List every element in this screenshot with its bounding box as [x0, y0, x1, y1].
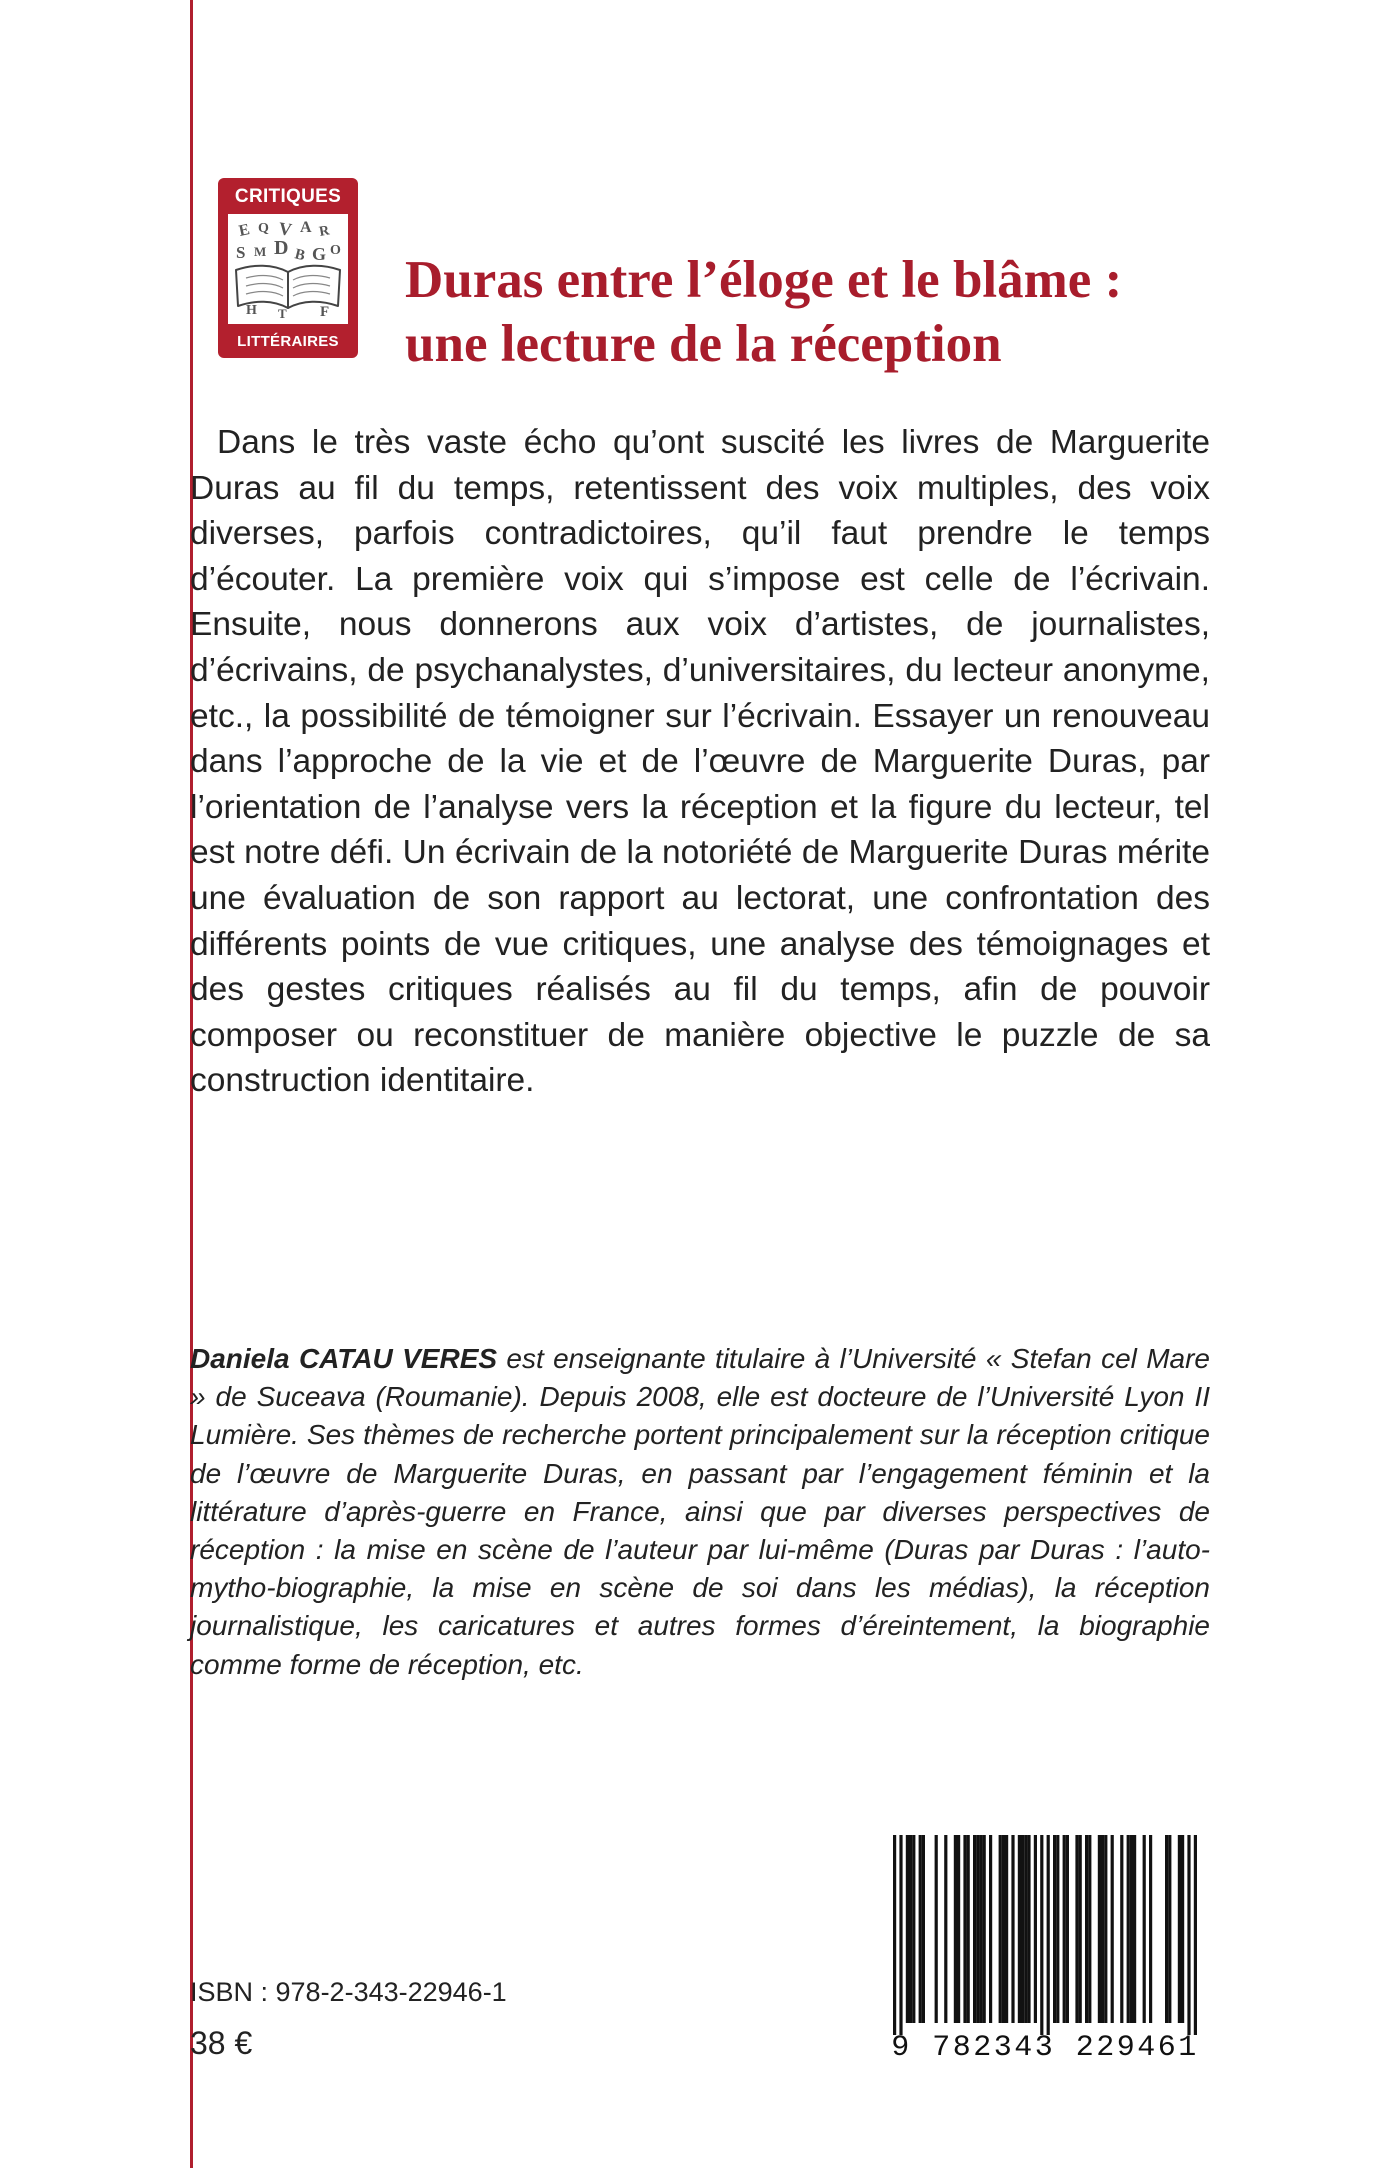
barcode-bar: [1079, 1835, 1082, 2023]
barcode-bar: [1127, 1835, 1130, 2023]
svg-text:R: R: [318, 223, 331, 240]
barcode-bar: [1143, 1835, 1146, 2023]
barcode-bar: [1181, 1835, 1184, 2023]
barcode-bar: [1063, 1835, 1066, 2023]
title-line-1: Duras entre l’éloge et le blâme :: [405, 251, 1123, 309]
title-line-2: une lecture de la réception: [405, 315, 1002, 373]
logo-top-label: CRITIQUES: [234, 186, 342, 207]
barcode-bar: [1149, 1835, 1152, 2023]
barcode-bar: [1002, 1835, 1005, 2023]
barcode-bar: [957, 1835, 960, 2023]
barcode-bar: [1034, 1835, 1037, 2023]
barcode-bar: [1168, 1835, 1171, 2023]
svg-text:Q: Q: [258, 221, 269, 236]
barcode-bar: [1047, 1835, 1050, 2035]
barcode-bar: [976, 1835, 979, 2023]
barcode-bar: [1133, 1835, 1136, 2023]
svg-text:G: G: [312, 244, 327, 264]
barcode-bar: [1088, 1835, 1091, 2023]
author-biography: [190, 1340, 1210, 1684]
barcode-bar: [919, 1835, 922, 2023]
barcode-bar: [989, 1835, 992, 2023]
barcode-bar: [1120, 1835, 1123, 2023]
svg-text:B: B: [293, 246, 307, 265]
svg-text:V: V: [277, 218, 294, 240]
barcode-bar: [944, 1835, 947, 2023]
isbn: ISBN : 978-2-343-22946-1: [190, 1977, 507, 2007]
barcode-bar: [973, 1835, 976, 2023]
barcode-bar: [967, 1835, 970, 2023]
barcode-bar: [1024, 1835, 1027, 2023]
barcode-bar: [1053, 1835, 1056, 2023]
barcode-bar: [1098, 1835, 1101, 2023]
svg-text:D: D: [274, 237, 289, 259]
svg-text:F: F: [320, 304, 330, 320]
barcode-bar: [893, 1835, 896, 2035]
barcode-bar: [1187, 1835, 1190, 2035]
svg-text:T: T: [278, 306, 287, 321]
barcode-bar: [1104, 1835, 1107, 2023]
barcode-bar: [935, 1835, 938, 2023]
svg-text:O: O: [330, 243, 341, 258]
author-name: Daniela CATAU VERES: [190, 1343, 498, 1374]
barcode-bar: [983, 1835, 986, 2023]
barcode-bar: [1011, 1835, 1014, 2023]
barcode-bar: [1040, 1835, 1043, 2035]
barcode-bar: [1165, 1835, 1168, 2023]
barcode-digits: 9 782343 229461: [891, 2031, 1199, 2065]
barcode-bar: [909, 1835, 912, 2023]
book-title: [405, 248, 1305, 376]
barcode-bar: [1056, 1835, 1059, 2023]
summary-paragraph: Dans le très vaste écho qu’ont suscité les livres de Marguerite Duras au fil du temps, retentissent des voix multiples, des voix diverses, parfois contradictoires, qu’il faut prendre le temps d’écouter. La première voix qui s’impose est celle de l’écrivain. Ensuite, nous donnerons aux voix d’artistes, de journalistes, d’écrivains, de psychanalystes, d’universitaires, du lecteur anonyme, etc., la possibilité de témoigner sur l’écrivain. Essayer un renouveau dans l’approche de la vie et de l’œuvre de Marguerite Duras, par l’orientation de l’analyse vers la réception et la figure du lecteur, tel est notre défi. Un écrivain de la notoriété de Marguerite Duras mérite une évaluation de son rapport au lectorat, une confrontation des différents points de vue critiques, une analyse des témoignages et des gestes critiques réalisés au fil du temps, afin de pouvoir composer ou reconstituer de manière objective le puzzle de sa construction identitaire.: [190, 424, 1210, 1100]
barcode-bar: [979, 1835, 982, 2023]
barcode-bar: [1018, 1835, 1021, 2023]
barcode-bar: [1066, 1835, 1069, 2023]
author-bio-text: est enseignante titulaire à l’Université « Stefan cel Mare » de Suceava (Roumanie). Depuis 2008, elle est docteure de l’Université Lyon II Lumière. Ses thèmes de recherche portent principalement sur la réception critique de l’œuvre de Marguerite Duras, en passant par l’engagement féminin et la littérature d’après-guerre en France, ainsi que par diverses perspectives de réception : la mise en scène de l’auteur par lui-même (Duras par Duras : l’auto-mytho-biographie, la mise en scène de soi dans les médias), la réception journalistique, les caricatures et autres formes d’éreintement, la biographie comme forme de réception, etc.: [190, 1343, 1210, 1680]
price: 38 €: [190, 2025, 253, 2061]
barcode-bar: [1178, 1835, 1181, 2023]
barcode-bar: [906, 1835, 909, 2023]
collection-logo: [218, 178, 358, 358]
barcode-bar: [999, 1835, 1002, 2023]
barcode-bar: [963, 1835, 966, 2023]
barcode-bar: [1130, 1835, 1133, 2023]
barcode-bar: [1194, 1835, 1197, 2035]
svg-text:S: S: [236, 243, 246, 262]
barcode-bar: [954, 1835, 957, 2023]
barcode-bar: [1027, 1835, 1030, 2023]
svg-text:H: H: [246, 303, 257, 318]
svg-text:E: E: [237, 221, 252, 240]
barcode-bar: [1075, 1835, 1078, 2023]
svg-text:A: A: [300, 219, 312, 236]
barcode-bar: [912, 1835, 915, 2023]
logo-bottom-label: LITTÉRAIRES: [237, 333, 339, 350]
barcode-bar: [1085, 1835, 1088, 2023]
barcode-bar: [1111, 1835, 1114, 2023]
barcode: [880, 1835, 1210, 2085]
barcode-bar: [1005, 1835, 1008, 2023]
barcode-bar: [899, 1835, 902, 2035]
barcode-bars: [880, 1835, 1210, 2035]
barcode-bar: [922, 1835, 925, 2023]
barcode-bar: [1021, 1835, 1024, 2023]
svg-text:M: M: [254, 244, 267, 259]
open-book-icon: [228, 214, 348, 324]
barcode-bar: [1101, 1835, 1104, 2023]
